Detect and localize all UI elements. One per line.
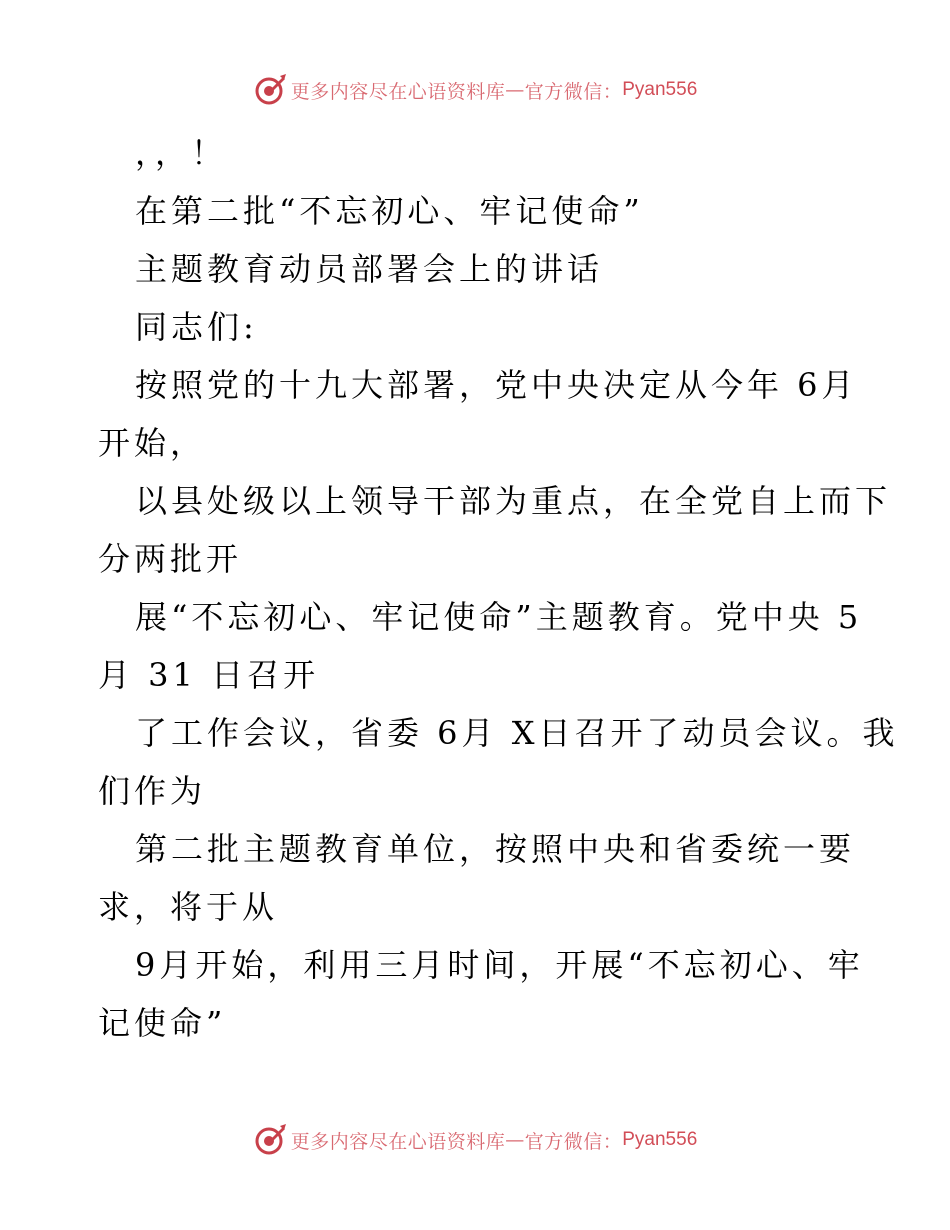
quill-seal-icon — [253, 73, 287, 107]
watermark-text: 更多内容尽在心语资料库 — [290, 1130, 506, 1153]
text-line: 们作为 — [98, 772, 207, 810]
text-line: 开始， — [98, 424, 207, 462]
text-line: 同志们: — [135, 308, 258, 346]
watermark-dash: — — [505, 79, 525, 101]
text-line: 主题教育动员部署会上的讲话 — [135, 250, 604, 288]
text-line: 月 31 日召开 — [98, 656, 320, 694]
document-body — [98, 124, 899, 1052]
text-line: 第二批主题教育单位，按照中央和省委统一要 — [135, 830, 856, 868]
header-watermark — [0, 70, 950, 110]
text-line: 以县处级以上领导干部为重点，在全党自上而下 — [135, 482, 892, 520]
watermark-dash: — — [505, 1129, 525, 1151]
watermark-handle: Pyan556 — [622, 1129, 698, 1150]
text-line: 记使命” — [98, 1004, 227, 1042]
text-line: 了工作会议，省委 6月 X日召开了动员会议。我 — [135, 714, 899, 752]
text-line: 在第二批“不忘初心、牢记使命” — [135, 192, 644, 230]
watermark-wechat-label: 官方微信： — [524, 1130, 623, 1153]
text-line: 求，将于从 — [98, 888, 279, 926]
text-line: 分两批开 — [98, 540, 243, 578]
text-line: 9月开始，利用三月时间，开展“不忘初心、牢 — [135, 946, 864, 984]
watermark-wechat-label: 官方微信： — [524, 80, 623, 103]
text-line: 按照党的十九大部署，党中央决定从今年 6月 — [135, 366, 858, 404]
text-line: ，，！ — [135, 134, 228, 172]
text-line: 展“不忘初心、牢记使命”主题教育。党中央 5 — [135, 598, 863, 636]
quill-seal-icon — [253, 1123, 287, 1157]
watermark-text: 更多内容尽在心语资料库 — [290, 80, 506, 103]
footer-watermark — [0, 1120, 950, 1160]
watermark-handle: Pyan556 — [622, 79, 698, 100]
